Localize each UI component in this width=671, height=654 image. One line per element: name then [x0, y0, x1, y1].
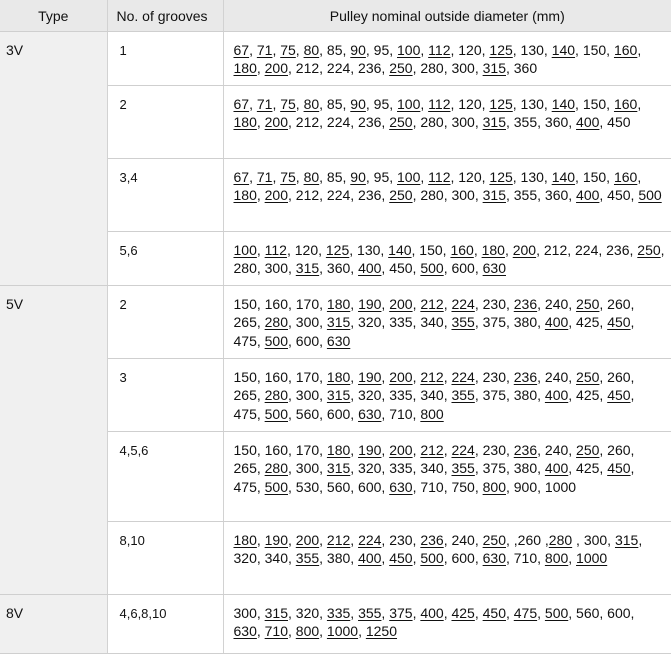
grooves-cell: 5,6	[107, 232, 223, 286]
preferred-diameter: 180	[233, 532, 257, 548]
preferred-diameter: 500	[420, 550, 444, 567]
diameters-cell: 67, 71, 75, 80, 85, 90, 95, 100, 112, 120, 125, 130, 140, 150, 160, 180, 200, 212, 224, 236, 250, 280, 300, 315, 355, 360, 400, 450	[223, 86, 671, 159]
preferred-diameter: 140	[388, 242, 412, 258]
diameters-cell: 100, 112, 120, 125, 130, 140, 150, 160, 180, 200, 212, 224, 236, 250, 280, 300, 315, 360, 400, 450, 500, 600, 630	[223, 232, 671, 286]
preferred-diameter: 212	[326, 532, 351, 548]
header-diameter: Pulley nominal outside diameter (mm)	[223, 0, 671, 32]
preferred-diameter: 71	[256, 96, 273, 112]
preferred-diameter: 500	[638, 187, 662, 204]
preferred-diameter: 125	[325, 242, 350, 258]
preferred-diameter: 75	[280, 96, 296, 112]
table-row	[0, 595, 671, 654]
preferred-diameter: 450	[389, 550, 413, 567]
preferred-diameter: 450	[607, 387, 631, 404]
preferred-diameter: 75	[280, 42, 296, 58]
preferred-diameter: 500	[264, 478, 288, 495]
preferred-diameter: 710	[264, 623, 288, 640]
preferred-diameter: 800	[544, 550, 569, 567]
preferred-diameter: 100	[397, 42, 421, 58]
preferred-diameter: 190	[358, 296, 382, 312]
diameters-cell: 150, 160, 170, 180, 190, 200, 212, 224, 230, 236, 240, 250, 260, 265, 280, 300, 315, 320, 335, 340, 355, 375, 380, 400, 425, 450, 475, 500, 560, 600, 630, 710, 800	[223, 359, 671, 432]
preferred-diameter: 280	[264, 387, 288, 404]
preferred-diameter: 180	[326, 442, 351, 458]
diameters-cell: 150, 160, 170, 180, 190, 200, 212, 224, 230, 236, 240, 250, 260, 265, 280, 300, 315, 320, 335, 340, 355, 375, 380, 400, 425, 450, 475, 500, 530, 560, 600, 630, 710, 750, 800, 900, 1000	[223, 432, 671, 522]
grooves-cell: 4,5,6	[107, 432, 223, 522]
preferred-diameter: 224	[451, 369, 475, 385]
preferred-diameter: 800	[482, 478, 506, 495]
preferred-diameter: 250	[482, 532, 506, 548]
preferred-diameter: 400	[576, 114, 600, 131]
preferred-diameter: 67	[233, 96, 250, 112]
preferred-diameter: 200	[512, 242, 537, 258]
preferred-diameter: 140	[551, 96, 576, 112]
preferred-diameter: 112	[428, 42, 451, 58]
preferred-diameter: 335	[326, 605, 351, 621]
belt-type-cell: 3V	[0, 32, 107, 286]
preferred-diameter: 630	[358, 405, 382, 422]
preferred-diameter: 450	[607, 314, 631, 331]
preferred-diameter: 315	[614, 532, 639, 548]
preferred-diameter: 250	[576, 442, 600, 458]
preferred-diameter: 800	[420, 405, 444, 422]
preferred-diameter: 400	[544, 460, 569, 477]
grooves-cell: 3	[107, 359, 223, 432]
preferred-diameter: 630	[233, 623, 257, 640]
grooves-cell: 2	[107, 86, 223, 159]
preferred-diameter: 112	[264, 242, 287, 258]
table-row	[0, 286, 671, 359]
header-grooves: No. of grooves	[107, 0, 223, 32]
preferred-diameter: 112	[428, 96, 451, 112]
preferred-diameter: 224	[451, 442, 475, 458]
preferred-diameter: 250	[389, 114, 413, 131]
preferred-diameter: 236	[513, 442, 538, 458]
preferred-diameter: 140	[551, 169, 576, 185]
grooves-cell: 8,10	[107, 522, 223, 595]
preferred-diameter: 800	[295, 623, 320, 640]
preferred-diameter: 400	[544, 314, 569, 331]
preferred-diameter: 212	[420, 442, 444, 458]
preferred-diameter: 180	[233, 114, 257, 131]
preferred-diameter: 80	[303, 96, 320, 112]
preferred-diameter: 1250	[365, 623, 398, 640]
preferred-diameter: 125	[489, 169, 513, 185]
preferred-diameter: 80	[303, 169, 320, 185]
preferred-diameter: 355	[451, 387, 475, 404]
preferred-diameter: 630	[482, 550, 506, 567]
preferred-diameter: 400	[358, 260, 382, 277]
preferred-diameter: 224	[451, 296, 475, 312]
diameters-cell: 150, 160, 170, 180, 190, 200, 212, 224, 230, 236, 240, 250, 260, 265, 280, 300, 315, 320, 335, 340, 355, 375, 380, 400, 425, 450, 475, 500, 600, 630	[223, 286, 671, 359]
grooves-cell: 1	[107, 32, 223, 86]
diameters-cell: 300, 315, 320, 335, 355, 375, 400, 425, 450, 475, 500, 560, 600, 630, 710, 800, 1000, 1250	[223, 595, 671, 654]
preferred-diameter: 200	[389, 296, 413, 312]
preferred-diameter: 236	[420, 532, 444, 548]
preferred-diameter: 315	[482, 60, 506, 77]
preferred-diameter: 315	[326, 460, 351, 477]
diameters-cell: 67, 71, 75, 80, 85, 90, 95, 100, 112, 120, 125, 130, 140, 150, 160, 180, 200, 212, 224, 236, 250, 280, 300, 315, 355, 360, 400, 450, 500	[223, 159, 671, 232]
preferred-diameter: 630	[482, 260, 506, 277]
preferred-diameter: 400	[358, 550, 382, 567]
preferred-diameter: 190	[358, 442, 382, 458]
preferred-diameter: 200	[264, 114, 288, 131]
preferred-diameter: 71	[256, 42, 273, 58]
grooves-cell: 3,4	[107, 159, 223, 232]
header-type: Type	[0, 0, 107, 32]
preferred-diameter: 212	[420, 369, 444, 385]
preferred-diameter: 67	[233, 169, 250, 185]
preferred-diameter: 475	[513, 605, 538, 621]
diameters-cell: 67, 71, 75, 80, 85, 90, 95, 100, 112, 120, 125, 130, 140, 150, 160, 180, 200, 212, 224, 236, 250, 280, 300, 315, 360	[223, 32, 671, 86]
preferred-diameter: 112	[428, 169, 451, 185]
preferred-diameter: 315	[326, 387, 351, 404]
preferred-diameter: 90	[350, 96, 366, 112]
preferred-diameter: 250	[637, 242, 661, 258]
preferred-diameter: 190	[264, 532, 288, 548]
preferred-diameter: 125	[489, 42, 513, 58]
preferred-diameter: 630	[326, 332, 351, 349]
preferred-diameter: 280	[264, 314, 288, 331]
preferred-diameter: 250	[389, 187, 413, 204]
preferred-diameter: 400	[544, 387, 569, 404]
preferred-diameter: 200	[264, 60, 288, 77]
preferred-diameter: 212	[420, 296, 444, 312]
preferred-diameter: 1000	[326, 623, 359, 640]
preferred-diameter: 125	[489, 96, 513, 112]
preferred-diameter: 500	[264, 332, 288, 349]
preferred-diameter: 180	[481, 242, 505, 258]
preferred-diameter: 100	[397, 169, 421, 185]
preferred-diameter: 355	[358, 605, 382, 621]
preferred-diameter: 67	[233, 42, 250, 58]
preferred-diameter: 400	[420, 605, 444, 621]
preferred-diameter: 200	[264, 187, 288, 204]
preferred-diameter: 200	[389, 442, 413, 458]
grooves-cell: 4,6,8,10	[107, 595, 223, 654]
table-body	[0, 32, 671, 654]
preferred-diameter: 425	[451, 605, 475, 621]
preferred-diameter: 160	[613, 96, 638, 112]
table-row	[0, 32, 671, 86]
preferred-diameter: 75	[280, 169, 296, 185]
preferred-diameter: 500	[544, 605, 569, 621]
preferred-diameter: 250	[389, 60, 413, 77]
preferred-diameter: 160	[613, 42, 638, 58]
preferred-diameter: 355	[451, 314, 475, 331]
preferred-diameter: 236	[513, 369, 538, 385]
preferred-diameter: 80	[303, 42, 320, 58]
belt-type-cell: 8V	[0, 595, 107, 654]
preferred-diameter: 160	[613, 169, 638, 185]
preferred-diameter: 160	[450, 242, 474, 258]
belt-type-cell: 5V	[0, 286, 107, 595]
preferred-diameter: 180	[233, 187, 257, 204]
diameters-cell: 180, 190, 200, 212, 224, 230, 236, 240, 250, ,260 ,280 , 300, 315, 320, 340, 355, 380, 400, 450, 500, 600, 630, 710, 800, 1000	[223, 522, 671, 595]
preferred-diameter: 630	[389, 478, 413, 495]
preferred-diameter: 100	[233, 242, 257, 258]
preferred-diameter: 315	[264, 605, 288, 621]
preferred-diameter: 90	[350, 169, 366, 185]
preferred-diameter: 280	[264, 460, 288, 477]
preferred-diameter: 200	[295, 532, 320, 548]
preferred-diameter: 180	[326, 296, 351, 312]
preferred-diameter: 224	[358, 532, 382, 548]
preferred-diameter: 315	[482, 114, 506, 131]
preferred-diameter: 450	[607, 460, 631, 477]
preferred-diameter: 355	[295, 550, 320, 567]
preferred-diameter: 180	[326, 369, 351, 385]
preferred-diameter: 315	[482, 187, 506, 204]
preferred-diameter: 315	[326, 314, 351, 331]
preferred-diameter: 90	[350, 42, 366, 58]
preferred-diameter: 355	[451, 460, 475, 477]
preferred-diameter: 315	[295, 260, 320, 277]
preferred-diameter: 250	[576, 369, 600, 385]
preferred-diameter: 236	[513, 296, 538, 312]
preferred-diameter: 250	[576, 296, 600, 312]
preferred-diameter: 500	[420, 260, 444, 277]
preferred-diameter: 280	[548, 532, 573, 548]
preferred-diameter: 400	[576, 187, 600, 204]
preferred-diameter: 450	[482, 605, 506, 621]
preferred-diameter: 200	[389, 369, 413, 385]
preferred-diameter: 375	[389, 605, 413, 621]
preferred-diameter: 1000	[576, 550, 608, 567]
preferred-diameter: 180	[233, 60, 257, 77]
grooves-cell: 2	[107, 286, 223, 359]
preferred-diameter: 71	[256, 169, 273, 185]
preferred-diameter: 140	[551, 42, 576, 58]
preferred-diameter: 500	[264, 405, 288, 422]
header-row	[0, 0, 671, 32]
preferred-diameter: 100	[397, 96, 421, 112]
preferred-diameter: 190	[358, 369, 382, 385]
